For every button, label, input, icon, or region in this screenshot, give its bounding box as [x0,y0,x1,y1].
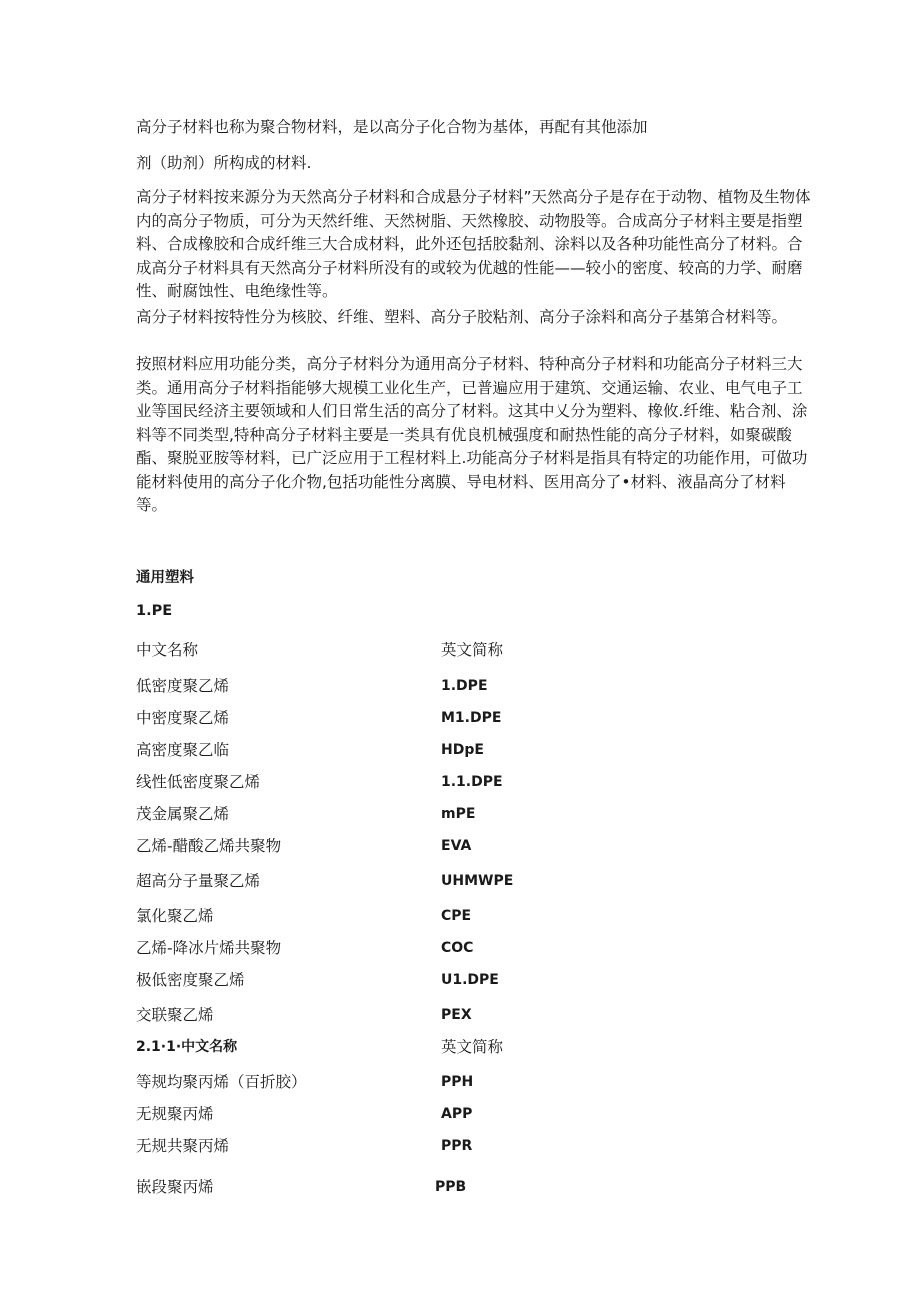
table-row [136,771,696,793]
intro-line-2: 剂（助剂）所构成的材料. [136,154,312,172]
table-row [136,1071,696,1093]
table-cell-cn: 乙烯-醋酸乙烯共聚物 [136,837,282,855]
table-row [136,1004,696,1026]
table-cell-en: UHMWPE [441,873,514,889]
table-cell-cn: 嵌段聚丙烯 [136,1178,214,1196]
intro-paragraph-characteristics: 高分子材料按特性分为核胶、纤维、塑料、高分子胶粘剂、高分子涂料和高分子基第合材料等。 [136,308,788,326]
section-title: 通用塑料 [136,570,194,586]
table-cell-en: APP [441,1106,473,1122]
table-cell-en: M1.DPE [441,710,502,726]
table-cell-cn: 交联聚乙烯 [136,1006,214,1024]
intro-paragraph-source: 高分子材料按来源分为天然高分子材料和合成悬分子材料”天然高分子是存在于动物、植物及生物体内的高分子物质，可分为天然纤维、天然树脂、天然橡胶、动物股等。合成高分子材料主要是指塑料、合成橡胶和合成纤维三大合成材料，此外还包括胶黏剂、涂料以及各种功能性高分了材料。合成高分子材料具有天然高分子材料所没有的或较为优越的性能——较小的密度、较高的力学、耐磨性、耐腐蚀性、电绝缘性等。 [136,188,811,300]
table-cell-en: 1.DPE [441,678,488,694]
table-row [136,905,696,927]
table-cell-en: U1.DPE [441,972,499,988]
table-cell-en: HDpE [441,742,484,758]
table-cell-en: mPE [441,806,476,822]
table-cell-en: PPH [441,1074,474,1090]
table-row [136,969,696,991]
table-row [136,675,696,697]
table-subheader-cn: 2.1·1·中文名称 [136,1039,238,1055]
table-cell-en: PPR [441,1138,473,1154]
intro-line-1: 高分子材料也称为聚合物材料，是以高分子化合物为基体，再配有其他添加 [136,118,648,136]
table-row [136,1135,696,1157]
table-cell-cn: 低密度聚乙烯 [136,677,230,695]
table-cell-en: PEX [441,1007,472,1023]
table-header-row [136,639,696,661]
intro-paragraph-function: 按照材料应用功能分类，高分子材料分为通用高分子材料、特种高分子材料和功能高分子材料三大类。通用高分子材料指能够大规模工业化生产，已普遍应用于建筑、交通运输、农业、电气电子工业等国民经济主要领域和人们日常生活的高分了材料。这其中乂分为塑料、橡攸.纤维、粘合剂、涂料等不同类型,特种高分子材料主要是一类具有优良机械强度和耐热性能的高分子材料，如聚碳酸酯、聚脱亚胺等材料，已广泛应用于工程材料上.功能高分子材料是指具有特定的功能作用，可做功能材料使用的高分子化介物,包括功能性分离膜、导电材料、医用高分了•材料、液晶高分了材料等。 [136,355,808,514]
table-cell-cn: 等规均聚丙烯（百折胶） [136,1073,307,1091]
table-cell-cn: 乙烯-降冰片烯共聚物 [136,939,282,957]
table-cell-en: CPE [441,908,472,924]
table-cell-cn: 中密度聚乙烯 [136,709,230,727]
table-row [136,1103,696,1125]
table-cell-cn: 氯化聚乙烯 [136,907,214,925]
table-header-en: 英文简称 [441,641,504,659]
table-cell-cn: 极低密度聚乙烯 [136,971,245,989]
table-cell-en: EVA [441,838,472,854]
table-row [136,707,696,729]
table-cell-en: 1.1.DPE [441,774,503,790]
table-cell-cn: 线性低密度聚乙烯 [136,773,261,791]
table-cell-en: COC [441,940,474,956]
table-cell-cn: 超高分子量聚乙烯 [136,872,261,890]
table-row [136,739,696,761]
table-subheader-en: 英文简称 [441,1038,504,1056]
table-cell-cn: 无规聚丙烯 [136,1105,214,1123]
table-row [136,803,696,825]
table-row [136,1176,696,1198]
table-subheader-row [136,1036,696,1058]
table-row [136,835,696,857]
table-row [136,870,696,892]
table-header-cn: 中文名称 [136,641,199,659]
table-cell-cn: 高密度聚乙临 [136,741,230,759]
table-cell-cn: 无规共聚丙烯 [136,1137,230,1155]
table-cell-cn: 茂金属聚乙烯 [136,805,230,823]
section-subtitle: 1.PE [136,603,173,619]
table-row [136,937,696,959]
table-cell-en: PPB [435,1179,467,1195]
